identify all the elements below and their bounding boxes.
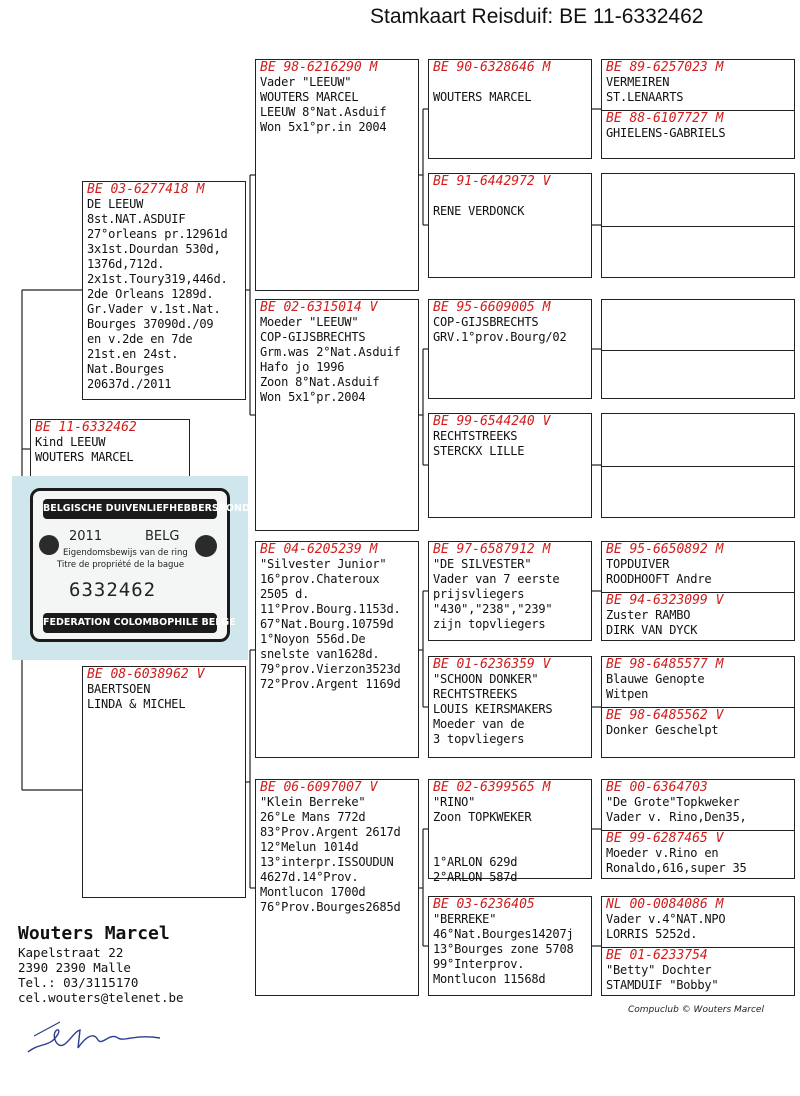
info-line: 99°Interprov. [433, 957, 525, 971]
info-line: "Silvester Junior" [260, 557, 387, 571]
page-title: Stamkaart Reisduif: BE 11-6332462 [370, 5, 704, 28]
ring-number: BE 01-6233754 [606, 948, 708, 963]
info-line: 1376d,712d. [87, 257, 165, 271]
info-line: "430","238","239" [433, 602, 553, 616]
info-line: WOUTERS MARCEL [260, 90, 359, 104]
info-line: GRV.1°prov.Bourg/02 [433, 330, 567, 344]
info-line: 1°Noyon 556d.De [260, 632, 366, 646]
info-line: STERCKX LILLE [433, 444, 525, 458]
info-line: GHIELENS-GABRIELS [606, 126, 726, 140]
info-line: RENE VERDONCK [433, 204, 525, 218]
info-line: 67°Nat.Bourg.10759d [260, 617, 394, 631]
info-line: LINDA & MICHEL [87, 697, 186, 711]
pigeon-info [256, 75, 418, 135]
info-line: STAMDUIF "Bobby" [606, 978, 719, 992]
pigeon-info [602, 672, 794, 702]
info-line: WOUTERS MARCEL [433, 90, 532, 104]
pigeon-gen4 [602, 657, 794, 707]
info-line: COP-GIJSBRECHTS [260, 330, 366, 344]
info-line: Vader "LEEUW" [260, 75, 352, 89]
pigeon-box-sire-dam [255, 299, 419, 531]
pigeon-info [602, 795, 794, 825]
info-line: Zuster RAMBO [606, 608, 691, 622]
ring-number: BE 99-6544240 V [433, 414, 551, 429]
pigeon-info [429, 912, 591, 987]
info-line: 26°Le Mans 772d [260, 810, 366, 824]
info-line: Kind LEEUW [35, 435, 106, 449]
certificate-ring-number: 6332462 [69, 579, 157, 601]
info-line: COP-GIJSBRECHTS [433, 315, 539, 329]
footer-credit: Compuclub © Wouters Marcel [628, 1005, 764, 1015]
info-line: Zoon TOPKWEKER [433, 810, 532, 824]
owner-email: cel.wouters@telenet.be [18, 990, 184, 1005]
info-line: 72°Prov.Argent 1169d [260, 677, 401, 691]
info-line: Moeder "LEEUW" [260, 315, 359, 329]
info-line: Montlucon 1700d [260, 885, 366, 899]
info-line: 3 topvliegers [433, 732, 525, 746]
divider [602, 350, 794, 351]
ring-number: BE 11-6332462 [35, 420, 137, 435]
info-line: LEEUW 8°Nat.Asduif [260, 105, 387, 119]
info-line: 27°orleans pr.12961d [87, 227, 228, 241]
pigeon-info [256, 795, 418, 915]
info-line: 83°Prov.Argent 2617d [260, 825, 401, 839]
pigeon-box-gen4-pair [601, 896, 795, 996]
ring-number: BE 98-6485562 V [606, 708, 724, 723]
info-line: "RINO" [433, 795, 476, 809]
signature-icon [20, 1012, 170, 1060]
pigeon-gen4 [602, 831, 794, 880]
info-line: 4627d.14°Prov. [260, 870, 359, 884]
info-line: 76°Prov.Bourges2685d [260, 900, 401, 914]
info-line: RECHTSTREEKS [433, 429, 518, 443]
info-line: 2505 d. [260, 587, 310, 601]
info-line: Vader van 7 eerste [433, 572, 560, 586]
info-line: ST.LENAARTS [606, 90, 684, 104]
info-line [429, 75, 591, 90]
ring-number: BE 95-6609005 M [433, 300, 551, 315]
pigeon-info [602, 126, 794, 141]
certificate-country: BELG [145, 529, 180, 544]
pigeon-info [602, 75, 794, 105]
ring-certificate-card [12, 476, 248, 660]
pigeon-box-gen4-pair [601, 299, 795, 399]
pigeon-box-gen4-pair [601, 413, 795, 518]
info-line: DE LEEUW [87, 197, 144, 211]
pigeon-box-gen4-pair [601, 59, 795, 159]
info-line: Zoon 8°Nat.Asduif [260, 375, 380, 389]
divider [602, 466, 794, 467]
ring-number: NL 00-0084086 M [606, 897, 724, 912]
info-line: zijn topvliegers [433, 617, 546, 631]
owner-street: Kapelstraat 22 [18, 945, 124, 960]
pigeon-info [602, 723, 794, 738]
ring-number: BE 90-6328646 M [433, 60, 551, 75]
pigeon-info [602, 912, 794, 942]
ring-number: BE 99-6287465 V [606, 831, 724, 846]
pigeon-gen4 [602, 593, 794, 642]
info-line: "Klein Berreke" [260, 795, 366, 809]
info-line: Witpen [606, 687, 649, 701]
divider [602, 226, 794, 227]
info-line: WOUTERS MARCEL [35, 450, 134, 464]
info-line [429, 840, 591, 855]
pigeon-box-gen4-pair [601, 541, 795, 641]
info-line: 3x1st.Dourdan 530d, [87, 242, 221, 256]
info-line: 8st.NAT.ASDUIF [87, 212, 186, 226]
certificate-header: BELGISCHE DUIVENLIEFHEBBERSBOND [43, 499, 217, 519]
pigeon-info [602, 608, 794, 638]
ring-number: BE 97-6587912 M [433, 542, 551, 557]
pigeon-info [256, 315, 418, 405]
pigeon-box-gen3 [428, 656, 592, 758]
pigeon-info [429, 672, 591, 747]
certificate-caption: Eigendomsbewijs van de ring [63, 548, 188, 558]
ring-number: BE 02-6315014 V [260, 300, 378, 315]
ring-number: BE 00-6364703 [606, 780, 708, 795]
info-line: Donker Geschelpt [606, 723, 719, 737]
info-line: LOUIS KEIRSMAKERS [433, 702, 553, 716]
info-line: Bourges 37090d./09 [87, 317, 214, 331]
pigeon-info [429, 795, 591, 885]
pigeon-info [256, 557, 418, 692]
info-line: 12°Melun 1014d [260, 840, 359, 854]
ring-number: BE 08-6038962 V [87, 667, 205, 682]
pigeon-info [429, 557, 591, 632]
pigeon-info [429, 315, 591, 345]
certificate-footer: FEDERATION COLOMBOPHILE BELGE [43, 613, 217, 633]
pigeon-info [83, 197, 245, 392]
pigeon-box-sire [82, 181, 246, 400]
ring-number: BE 02-6399565 M [433, 780, 551, 795]
info-line: Moeder v.Rino en [606, 846, 719, 860]
pigeon-gen4 [602, 111, 794, 160]
pigeon-box-dam-dam [255, 779, 419, 996]
info-line: LORRIS 5252d. [606, 927, 698, 941]
info-line: 13°interpr.ISSOUDUN [260, 855, 394, 869]
pigeon-box-gen3 [428, 413, 592, 518]
owner-name: Wouters Marcel [18, 923, 170, 944]
ring-number: BE 01-6236359 V [433, 657, 551, 672]
info-line: Ronaldo,616,super 35 [606, 861, 747, 875]
ring-number: BE 88-6107727 M [606, 111, 724, 126]
pigeon-box-gen4-pair [601, 656, 795, 758]
pigeon-gen4 [602, 60, 794, 110]
ring-number: BE 91-6442972 V [433, 174, 551, 189]
info-line: "DE SILVESTER" [433, 557, 532, 571]
info-line: snelste van1628d. [260, 647, 380, 661]
ring-number: BE 03-6236405 [433, 897, 535, 912]
owner-city: 2390 2390 Malle [18, 960, 131, 975]
pigeon-info [429, 189, 591, 219]
pigeon-gen4 [602, 542, 794, 592]
pigeon-box-gen4-pair [601, 779, 795, 879]
pigeon-box-sire-sire [255, 59, 419, 291]
info-line: prijsvliegers [433, 587, 525, 601]
info-line: RECHTSTREEKS [433, 687, 518, 701]
info-line [429, 189, 591, 204]
info-line: 2x1st.Toury319,446d. [87, 272, 228, 286]
info-line: 20637d./2011 [87, 377, 172, 391]
info-line: "Betty" Dochter [606, 963, 712, 977]
crown-icon [39, 535, 59, 555]
info-line [429, 825, 591, 840]
info-line: "BERREKE" [433, 912, 497, 926]
pigeon-info [429, 75, 591, 105]
info-line: "De Grote"Topkweker [606, 795, 740, 809]
pigeon-gen4 [602, 780, 794, 830]
ring-number: BE 98-6485577 M [606, 657, 724, 672]
info-line: 2de Orleans 1289d. [87, 287, 214, 301]
pigeon-box-gen3 [428, 896, 592, 996]
info-line: BAERTSOEN [87, 682, 151, 696]
ring-number: BE 94-6323099 V [606, 593, 724, 608]
pigeon-info [602, 963, 794, 993]
pigeon-box-child [30, 419, 190, 479]
info-line: Vader v.4°NAT.NPO [606, 912, 726, 926]
pigeon-box-dam-sire [255, 541, 419, 758]
info-line: TOPDUIVER [606, 557, 670, 571]
ring-number: BE 89-6257023 M [606, 60, 724, 75]
info-line: Nat.Bourges [87, 362, 165, 376]
pigeon-info [83, 682, 245, 712]
info-line: "SCHOON DONKER" [433, 672, 539, 686]
info-line: Hafo jo 1996 [260, 360, 345, 374]
info-line: 46°Nat.Bourges14207j [433, 927, 574, 941]
info-line: Vader v. Rino,Den35, [606, 810, 747, 824]
pigeon-box-gen4-pair [601, 173, 795, 278]
info-line: 1°ARLON 629d [433, 855, 518, 869]
info-line: Won 5x1°pr.in 2004 [260, 120, 387, 134]
info-line: 79°prov.Vierzon3523d [260, 662, 401, 676]
ring-number: BE 98-6216290 M [260, 60, 378, 75]
info-line: Gr.Vader v.1st.Nat. [87, 302, 221, 316]
certificate-frame [30, 488, 250, 642]
pigeon-box-dam [82, 666, 246, 898]
certificate-year: 2011 [69, 529, 103, 544]
pigeon-box-gen3 [428, 541, 592, 641]
ring-number: BE 04-6205239 M [260, 542, 378, 557]
pigeon-gen4 [602, 897, 794, 947]
pigeon-info [602, 846, 794, 876]
owner-phone: Tel.: 03/3115170 [18, 975, 139, 990]
info-line: Moeder van de [433, 717, 525, 731]
info-line: Grm.was 2°Nat.Asduif [260, 345, 401, 359]
pigeon-box-gen3 [428, 779, 592, 884]
ring-number: BE 03-6277418 M [87, 182, 205, 197]
info-line: en v.2de en 7de [87, 332, 193, 346]
owner-address [18, 923, 184, 1005]
info-line: 13°Bourges zone 5708 [433, 942, 574, 956]
info-line: Montlucon 11568d [433, 972, 546, 986]
ring-number: BE 95-6650892 M [606, 542, 724, 557]
pigeon-box-gen3 [428, 59, 592, 159]
info-line: 21st.en 24st. [87, 347, 179, 361]
pigeon-info [31, 435, 189, 465]
info-line: VERMEIREN [606, 75, 670, 89]
info-line: Blauwe Genopte [606, 672, 705, 686]
pigeon-info [429, 429, 591, 459]
info-line: Won 5x1°pr.2004 [260, 390, 366, 404]
certificate-caption: Titre de propriété de la bague [57, 560, 185, 570]
crown-icon [195, 535, 217, 557]
pigeon-box-gen3 [428, 173, 592, 278]
info-line: DIRK VAN DYCK [606, 623, 698, 637]
pigeon-gen4 [602, 948, 794, 997]
pigeon-info [602, 557, 794, 587]
info-line: ROODHOOFT Andre [606, 572, 712, 586]
info-line: 16°prov.Chateroux [260, 572, 380, 586]
pigeon-gen4 [602, 708, 794, 759]
info-line: 2°ARLON 587d [433, 870, 518, 884]
info-line: 11°Prov.Bourg.1153d. [260, 602, 401, 616]
ring-number: BE 06-6097007 V [260, 780, 378, 795]
pigeon-box-gen3 [428, 299, 592, 399]
